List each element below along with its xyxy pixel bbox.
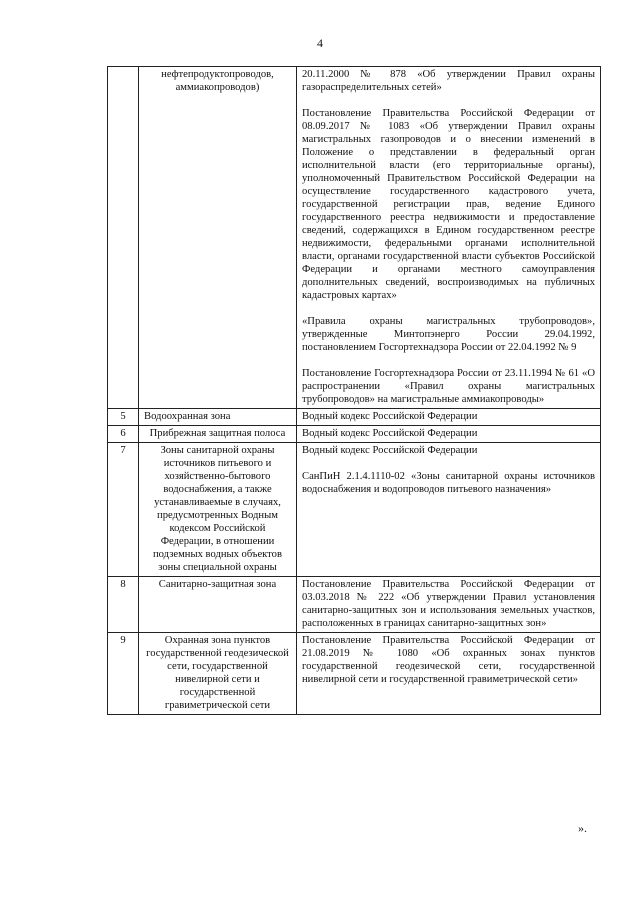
document-paragraph: СанПиН 2.1.4.1110-02 «Зоны санитарной охраны источников водоснабжения и водопроводов питьевого назначения» [302,471,595,495]
documents-cell [297,577,601,633]
row-number: 7 [108,443,139,577]
zone-name: Водоохранная зона [139,409,297,426]
document-paragraph: Водный кодекс Российской Федерации [302,445,478,456]
row-number-cell [108,67,139,409]
row-number: 9 [108,633,139,715]
documents-cell [297,443,601,577]
zone-name: Зоны санитарной охраны источников питьевого и хозяйственно-бытового водоснабжения, а также устанавливаемые в случаях, предусмотренных Водным кодексом Российской Федерации, в отношении подземных водных объектов зоны специальной охраны [139,443,297,577]
zone-name: Охранная зона пунктов государственной геодезической сети, государственной нивелирной сети и государственной гравиметрической сети [139,633,297,715]
row-number: 5 [108,409,139,426]
zone-name: Санитарно-защитная зона [139,577,297,633]
zone-name: нефтепродуктопроводов, аммиакопроводов) [161,69,274,93]
document-paragraph: Водный кодекс Российской Федерации [302,411,478,422]
table-row [108,409,601,426]
table-row [108,577,601,633]
documents-cell [297,409,601,426]
table-row [108,633,601,715]
documents-cell [297,426,601,443]
row-number: 8 [108,577,139,633]
document-paragraph: «Правила охраны магистральных трубопроводов», утвержденные Минтопэнерго России 29.04.1992, постановлением Госгортехнадзора России от 22.04.1992 № 9 [302,316,595,353]
zone-name: Прибрежная защитная полоса [139,426,297,443]
table-row [108,426,601,443]
zone-name-cell [139,67,297,409]
table-row [108,443,601,577]
document-paragraph: 20.11.2000 № 878 «Об утверждении Правил охраны газораспределительных сетей» [302,69,595,93]
page-number: 4 [317,36,323,50]
documents-cell [297,67,601,409]
document-paragraph: Постановление Правительства Российской Федерации от 03.03.2018 № 222 «Об утверждении Правил установления санитарно-защитных зон и использования земельных участков, расположенных в границах санитарно-защитных зон» [302,579,595,629]
document-paragraph: Постановление Правительства Российской Федерации от 21.08.2019 № 1080 «Об охранных зонах пунктов государственной геодезической сети, государственной нивелирной сети и государственной гравиметрической сети» [302,635,595,685]
document-paragraph: Постановление Госгортехнадзора России от 23.11.1994 № 61 «О распространении «Правил охраны магистральных трубопроводов» на магистральные аммиакопроводы» [302,368,595,405]
documents-cell [297,633,601,715]
row-number: 6 [108,426,139,443]
closing-quote-mark: ». [578,821,587,835]
document-paragraph: Постановление Правительства Российской Федерации от 08.09.2017 № 1083 «Об утверждении Правил охраны магистральных газопроводов и о внесении изменений в Положение о представлении в федеральный орган исполнительной власти (его территориальные органы), уполномоченный Правительством Российской Федерации на осуществление государственного кадастрового учета, государственной регистрации прав, ведение Единого государственного реестра недвижимости и предоставление сведений, содержащихся в Едином государственном реестре недвижимости, федеральными органами исполнительной власти, органами государственной власти субъектов Российской Федерации и органами местного самоуправления дополнительных сведений, воспроизводимых на публичных кадастровых картах» [302,108,595,301]
document-paragraph: Водный кодекс Российской Федерации [302,428,478,439]
table-row [108,67,601,409]
zones-table [107,66,601,715]
